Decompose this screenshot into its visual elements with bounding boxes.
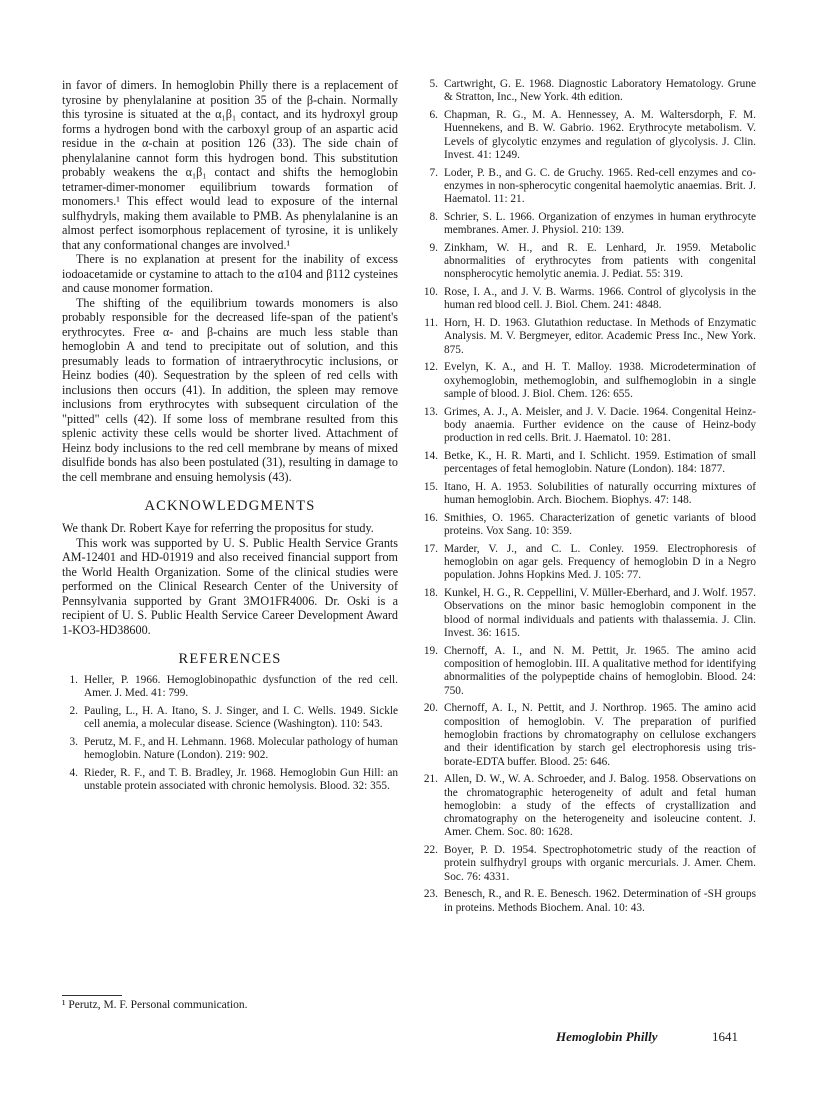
footnote-divider [62, 995, 122, 996]
reference-text: Itano, H. A. 1953. Solubilities of naturally occurring mixtures of human hemoglobin. Arch. Biochem. Biophys. 47: 148. [444, 480, 756, 507]
reference-item [418, 512, 756, 539]
reference-text: Chernoff, A. I., N. Pettit, and J. Northrop. 1965. The amino acid composition of hemoglobin. V. The preparation of purified hemoglobin fractions by chromatography on cellulose exchangers and their identification by starch gel electrophoresis using tris-borate-EDTA buffer. Blood. 25: 646. [444, 702, 756, 768]
reference-number: 19. [423, 644, 438, 657]
reference-item [418, 167, 756, 207]
reference-number: 4. [69, 766, 78, 779]
reference-text: Allen, D. W., W. A. Schroeder, and J. Balog. 1958. Observations on the chromatographic heterogeneity of adult and fetal human hemoglobin: a study of the effects of crystallization and chromatography on the heterogeneity and isoleucine content. J. Amer. Chem. Soc. 80: 1628. [444, 773, 756, 839]
reference-number: 16. [423, 511, 438, 524]
reference-number: 3. [69, 735, 78, 748]
reference-item [62, 674, 398, 701]
reference-item [62, 767, 398, 794]
reference-text: Horn, H. D. 1963. Glutathion reductase. In Methods of Enzymatic Analysis. M. V. Bergmeyer, editor. Academic Press Inc., New York. 875. [444, 317, 756, 356]
reference-number: 1. [69, 674, 78, 686]
reference-number: 10. [423, 286, 438, 299]
body-paragraph: The shifting of the equilibrium towards monomers is also probably responsible for the decreased life-span of the patient's erythrocytes. Free α- and β-chains are much less stable than hemoglobin A and tend to precipitate out of solution, and this presumably leads to formation of intraerythrocytic inclusions, or Heinz bodies (40). Sequestration by the spleen of red cells with inclusions then occurs (41). In addition, the spleen may remove inclusions from erythrocytes with subsequent circulation of the "pitted" cells (42). If some loss of membrane resulted from this splenic activity these cells would be shorter lived. Attachment of Heinz body inclusions to the red cell membrane by means of mixed disulfide bonds has also been postulated (31), resulting in damage to the cell membrane and ensuing hemolysis (43). [62, 295, 398, 484]
reference-item [418, 317, 756, 357]
reference-item [418, 587, 756, 640]
reference-number: 6. [429, 108, 438, 121]
reference-item [418, 242, 756, 282]
reference-text: Zinkham, W. H., and R. E. Lenhard, Jr. 1959. Metabolic abnormalities of erythrocytes from patients with congenital nonspherocytic hemolytic anemia. J. Pediat. 55: 319. [444, 241, 756, 281]
reference-text: Rose, I. A., and J. V. B. Warms. 1966. Control of glycolysis in the human red blood cell. J. Biol. Chem. 241: 4848. [444, 286, 756, 312]
reference-text: Pauling, L., H. A. Itano, S. J. Singer, and I. C. Wells. 1949. Sickle cell anemia, a molecular disease. Science (Washington). 110: 543. [84, 704, 398, 731]
reference-item [418, 888, 756, 915]
body-paragraph: There is no explanation at present for the inability of excess iodoacetamide or cystamine to attach to the α104 and β112 cysteines and cause monomer formation. [62, 252, 398, 295]
reference-item [418, 286, 756, 313]
reference-item [62, 705, 398, 732]
reference-item [418, 543, 756, 583]
references-list-right [418, 78, 756, 915]
reference-text: Boyer, P. D. 1954. Spectrophotometric study of the reaction of protein sulfhydryl groups with organic mercurials. J. Amer. Chem. Soc. 76: 4331. [444, 844, 756, 883]
reference-item [418, 78, 756, 105]
reference-item [418, 481, 756, 508]
reference-number: 2. [69, 704, 78, 717]
reference-text: Evelyn, K. A., and H. T. Malloy. 1938. Microdetermination of oxyhemoglobin, methemoglobin, and sulfhemoglobin in a single sample of blood. J. Biol. Chem. 126: 655. [444, 361, 756, 400]
reference-text: Rieder, R. F., and T. B. Bradley, Jr. 1968. Hemoglobin Gun Hill: an unstable protein associated with chronic hemolysis. Blood. 32: 355. [84, 766, 398, 793]
reference-item [418, 109, 756, 162]
reference-text: Chapman, R. G., M. A. Hennessey, A. M. Waltersdorph, F. M. Huennekens, and B. W. Gabrio. 1962. Erythrocyte metabolism. V. Levels of glycolytic enzymes and regulation of glycolysis. J. Clin. Invest. 41: 1249. [444, 108, 756, 161]
reference-item [418, 773, 756, 839]
reference-item [418, 211, 756, 238]
references-heading: REFERENCES [178, 651, 282, 667]
reference-text: Schrier, S. L. 1966. Organization of enzymes in human erythrocyte membranes. Amer. J. Physiol. 210: 139. [444, 210, 756, 237]
reference-number: 13. [423, 405, 438, 418]
page-number: 1641 [712, 1029, 738, 1044]
acknowledgments-heading: ACKNOWLEDGMENTS [144, 498, 316, 514]
reference-number: 15. [423, 480, 438, 493]
reference-number: 14. [423, 449, 438, 462]
acknowledgments-paragraph: This work was supported by U. S. Public Health Service Grants AM-12401 and HD-01919 and also received financial support from the World Health Organization. Some of the clinical studies were performed on the Clinical Research Center of the University of Pennsylvania supported by Grant 3MO1FR4006. Dr. Oski is a recipient of U. S. Public Health Service Career Development Award 1-KO3-HD38600. [62, 535, 398, 637]
reference-item [418, 844, 756, 884]
reference-number: 18. [423, 587, 438, 600]
reference-text: Smithies, O. 1965. Characterization of genetic variants of blood proteins. Vox Sang. 10: 359. [444, 511, 756, 538]
acknowledgments-paragraph: We thank Dr. Robert Kaye for referring the propositus for study. [62, 521, 374, 535]
reference-item [62, 736, 398, 763]
reference-number: 17. [423, 542, 438, 555]
reference-number: 7. [429, 166, 438, 179]
reference-text: Cartwright, G. E. 1968. Diagnostic Laboratory Hematology. Grune & Stratton, Inc., New York. 4th edition. [444, 78, 756, 104]
reference-text: Betke, K., H. R. Marti, and I. Schlicht. 1959. Estimation of small percentages of fetal hemoglobin. Nature (London). 184: 1877. [444, 449, 756, 476]
reference-text: Benesch, R., and R. E. Benesch. 1962. Determination of -SH groups in proteins. Methods Biochem. Anal. 10: 43. [444, 888, 756, 914]
running-title: Hemoglobin Philly [556, 1029, 658, 1044]
reference-number: 11. [424, 317, 438, 330]
reference-item [418, 702, 756, 768]
reference-number: 23. [423, 888, 438, 901]
reference-text: Chernoff, A. I., and N. M. Pettit, Jr. 1965. The amino acid composition of hemoglobin. III. A qualitative method for identifying abnormalities of the polypeptide chains of hemoglobin. Blood. 24: 750. [444, 644, 756, 697]
reference-number: 5. [429, 78, 438, 90]
reference-text: Loder, P. B., and G. C. de Gruchy. 1965. Red-cell enzymes and co-enzymes in non-spherocytic congenital haemolytic anaemias. Brit. J. Haematol. 11: 21. [444, 166, 756, 206]
reference-text: Perutz, M. F., and H. Lehmann. 1968. Molecular pathology of human hemoglobin. Nature (London). 219: 902. [84, 735, 398, 762]
reference-text: Heller, P. 1966. Hemoglobinopathic dysfunction of the red cell. Amer. J. Med. 41: 799. [84, 674, 398, 700]
reference-number: 8. [429, 210, 438, 223]
footnote: ¹ Perutz, M. F. Personal communication. [62, 999, 248, 1011]
reference-number: 9. [429, 241, 438, 254]
reference-number: 21. [423, 773, 438, 786]
reference-number: 22. [423, 844, 438, 857]
reference-item [418, 450, 756, 477]
reference-text: Kunkel, H. G., R. Ceppellini, V. Müller-Eberhard, and J. Wolf. 1957. Observations on the minor basic hemoglobin component in the blood of normal individuals and patients with thalassemia. J. Clin. Invest. 36: 1615. [444, 587, 756, 640]
references-list-left [62, 674, 398, 794]
reference-item [418, 406, 756, 446]
reference-number: 20. [423, 702, 438, 715]
reference-item [418, 645, 756, 698]
right-column [418, 78, 756, 919]
reference-number: 12. [423, 361, 438, 374]
reference-text: Marder, V. J., and C. L. Conley. 1959. Electrophoresis of hemoglobin on agar gels. Frequency of hemoglobin D in a Negro population. Johns Hopkins Med. J. 105: 77. [444, 542, 756, 582]
left-column [62, 78, 398, 798]
body-paragraph: in favor of dimers. In hemoglobin Philly there is a replacement of tyrosine by phenylalanine at position 35 of the β-chain. Normally this tyrosine is situated at the α₁β₁ contact, and its hydroxyl group forms a hydrogen bond with the carboxyl group of an aspartic acid residue in the α-chain at position 126 (33). The side chain of phenylalanine cannot form this hydrogen bond. This substitution probably weakens the α₁β₁ contact and shifts the hemoglobin tetramer-dimer-monomer equilibrium towards formation of monomers.¹ This effect would lead to exposure of the internal sulfhydryls, making them available to PMB. As phenylalanine is an almost perfect isomorphous replacement of tyrosine, it is unlikely that any conformational changes are involved.¹ [62, 78, 398, 252]
reference-item [418, 361, 756, 401]
reference-text: Grimes, A. J., A. Meisler, and J. V. Dacie. 1964. Congenital Heinz-body anaemia. Further evidence on the cause of Heinz-body production in red cells. Brit. J. Haematol. 10: 281. [444, 405, 756, 445]
